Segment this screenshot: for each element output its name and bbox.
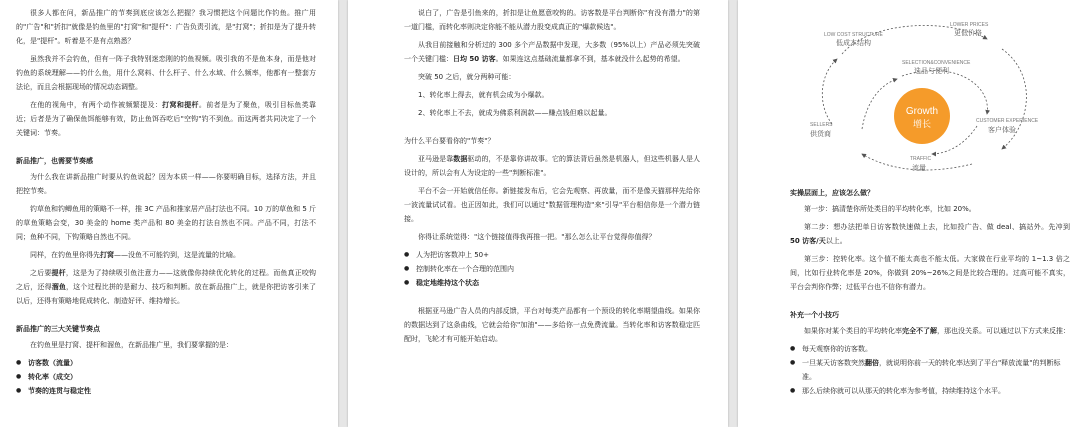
list-item: ● 节奏的连贯与稳定性 [16,384,316,398]
paragraph: 在钓鱼里是打窝、提杆和溜鱼，在新品推广里，我们要掌握的是： [30,341,233,349]
document-page-2 [348,0,728,427]
paragraph: 1、转化率上得去，就有机会成为小爆款。 [418,91,549,99]
list-item: ● 控制转化率在一个合理的范围内 [404,262,700,276]
bullet-list [404,248,700,290]
section-heading: 新品推广，也需要节奏感 [16,157,93,165]
list-item: ● 稳定地维持这个状态 [404,276,700,290]
growth-label: Growth [905,106,939,117]
sellers-label: SELLERS [810,122,833,128]
traffic-label: TRAFFIC [910,156,932,162]
flow-arrow [822,59,837,124]
bullet-list [16,356,316,398]
section-heading: 实操层面上，应该怎么做？ [790,189,874,197]
page-3-body [790,186,1070,402]
growth-label-cn: 增长 [912,120,932,130]
document-page-3 [738,0,1080,427]
paragraph: 如果你对某个类目的平均转化率完全不了解，那也没关系。可以通过以下方式来反推： [804,327,1070,335]
list-item: ● 那么后续你就可以从那天的转化率为参考值，持续维持这个水平。 [790,384,1070,398]
list-item: ● 访客数（流量） [16,356,316,370]
paragraph: 同样，在钓鱼里你得先打窝——没鱼不可能钓到，这是流量的比喻。 [30,251,240,259]
paragraph: 平台不会一开始就信任你。新链接发布后，它会先观察、再放量，而不是像天猫那样先给你一波流量试试看。也正因如此，我们可以通过"数据管理构造"来"引导"平台相信你是一个潜力链接。 [404,187,700,223]
section-heading: 补充一个小技巧 [790,311,839,319]
paragraph: 第二步：想办法把单日访客数快速做上去，比如投广告、做 deal、搞站外。先冲到 50 访客/天以上。 [790,223,1070,245]
traffic-label-cn: 流量 [912,164,926,172]
paragraph: 说白了，广告是引鱼来的，折扣是让鱼愿意咬钩的。访客数是平台判断你"有没有潜力"的第一道门槛，而转化率则决定你能不能从潜力股变成真正的"爆款候选"。 [404,9,700,31]
section-heading: 新品推广的三大关键节奏点 [16,325,100,333]
sellers-label-cn: 供货商 [810,130,831,138]
customer-experience-label: CUSTOMER EXPERIENCE [976,118,1039,124]
page-1-body [16,6,316,402]
list-item: ● 转化率（成交） [16,370,316,384]
low-cost-label: LOW COST STRUCTURE [824,32,883,38]
page-2-body [404,6,700,350]
paragraph: 虽然我并不会钓鱼，但有一阵子我特别迷恋刚的钓鱼视频。吸引我的不是鱼本身，而是他对钓鱼的系统理解——钓什么鱼，用什么窝料、什么杆子、什么水域、什么频率，他都有一整套方法论，而且会根据现场的情况动态调整。 [16,55,316,91]
list-item: ● 每天观察你的访客数。 [790,342,1070,356]
paragraph: 根据亚马逊广告人员的内部反馈，平台对每类产品都有一个预设的转化率期望曲线。如果你的数据达到了这条曲线，它就会给你"加油"——多给你一点免费流量。当转化率和访客数稳定匹配时，飞轮才有可能开始启动。 [404,307,700,343]
lower-prices-label: LOWER PRICES [950,22,989,28]
paragraph: 为什么平台要看你的"节奏"？ [404,137,495,145]
paragraph: 你得让系统觉得："这个链接值得我再推一把。"那么怎么让平台觉得你值得？ [418,233,656,241]
flow-arrow [862,79,897,129]
paragraph: 亚马逊是靠数据驱动的，不是靠你讲故事。它的算法背后虽然是机器人，但这些机器人是人设计的，所以会有人为设定的一些"判断标准"。 [404,155,701,177]
paragraph: 第一步：搞清楚你所处类目的平均转化率，比如 20%。 [804,205,976,213]
paragraph: 2、转化率上不去，就成为佛系利润款——赚点钱但难以起量。 [418,109,612,117]
paragraph: 钓草鱼和钓鲫鱼用的策略不一样，推 3C 产品和推家居产品打法也不同。10 万的草鱼和 5 斤的草鱼策略会变，30 美金的 home 类产品和 80 美金的打法自然也不同。产品不同，打法不同；鱼种不同，下钩策略自然也不同。 [16,205,316,241]
list-item: ● 人为把访客数冲上 50+ [404,248,700,262]
customer-experience-label-cn: 客户体验 [988,126,1016,134]
paragraph: 突破 50 之后，就分两种可能： [418,73,516,81]
paragraph: 从我目前接触和分析过的 300 多个产品数据中发现，大多数（95%以上）产品必须先突破一个关键门槛：日均 50 访客。如果连这点基础流量都拿不到，基本就没什么起势的希望。 [404,41,700,63]
flow-arrow [1002,49,1026,149]
list-item: ● 一旦某天访客数突然翻倍，就说明你前一天的转化率达到了平台"释放流量"的判断标准。 [790,356,1070,384]
bullet-list [790,342,1070,398]
flywheel-diagram [802,14,1042,174]
document-page-1 [0,0,338,427]
selection-label: SELECTION&CONVENIENCE [902,60,971,66]
paragraph: 为什么我在讲新品推广时要从钓鱼说起？因为本质一样——你要明确目标，选择方法，并且把控节奏。 [16,173,316,195]
paragraph: 第三步：控转化率。这个值不能太高也不能太低。大家做在行业平均的 1~1.3 倍之间，比如行业转化率是 20%，你做到 20%~26%之间是比较合理的。过高可能不真实，平台会判你作弊；过低平台也不信你有潜力。 [790,255,1070,291]
selection-label-cn: 选品与便利 [914,67,949,75]
paragraph: 之后要提杆，这是为了持续吸引鱼注意力——这就像你持续优化转化的过程。而鱼真正咬钩之后，还得溜鱼，这个过程比拼的是耐力、技巧和判断。放在新品推广上，就是你把访客引来了以后，还得有策略地促成转化、制造好评、维持增长。 [16,269,317,305]
low-cost-label-cn: 低成本结构 [836,39,871,47]
lower-prices-label-cn: 更低价格 [954,29,982,37]
paragraph: 在他的视角中，有两个动作被频繁提及：打窝和提杆。前者是为了聚鱼，吸引目标鱼类靠近；后者是为了确保鱼饵能够有效，防止鱼饵吞吃后"空钩"钓不到鱼。而这两者共同决定了一个关键词：节奏。 [16,101,317,137]
paragraph: 很多人都在问，新品推广的节奏到底应该怎么把握？我习惯把这个问题比作钓鱼。推广用的"广告"和"折扣"就像是钓鱼里的"打窝"和"提杆"：广告负责引流，是"打窝"；折扣是为了提升转化，是"提杆"。听着是不是有点熟悉？ [16,9,316,45]
